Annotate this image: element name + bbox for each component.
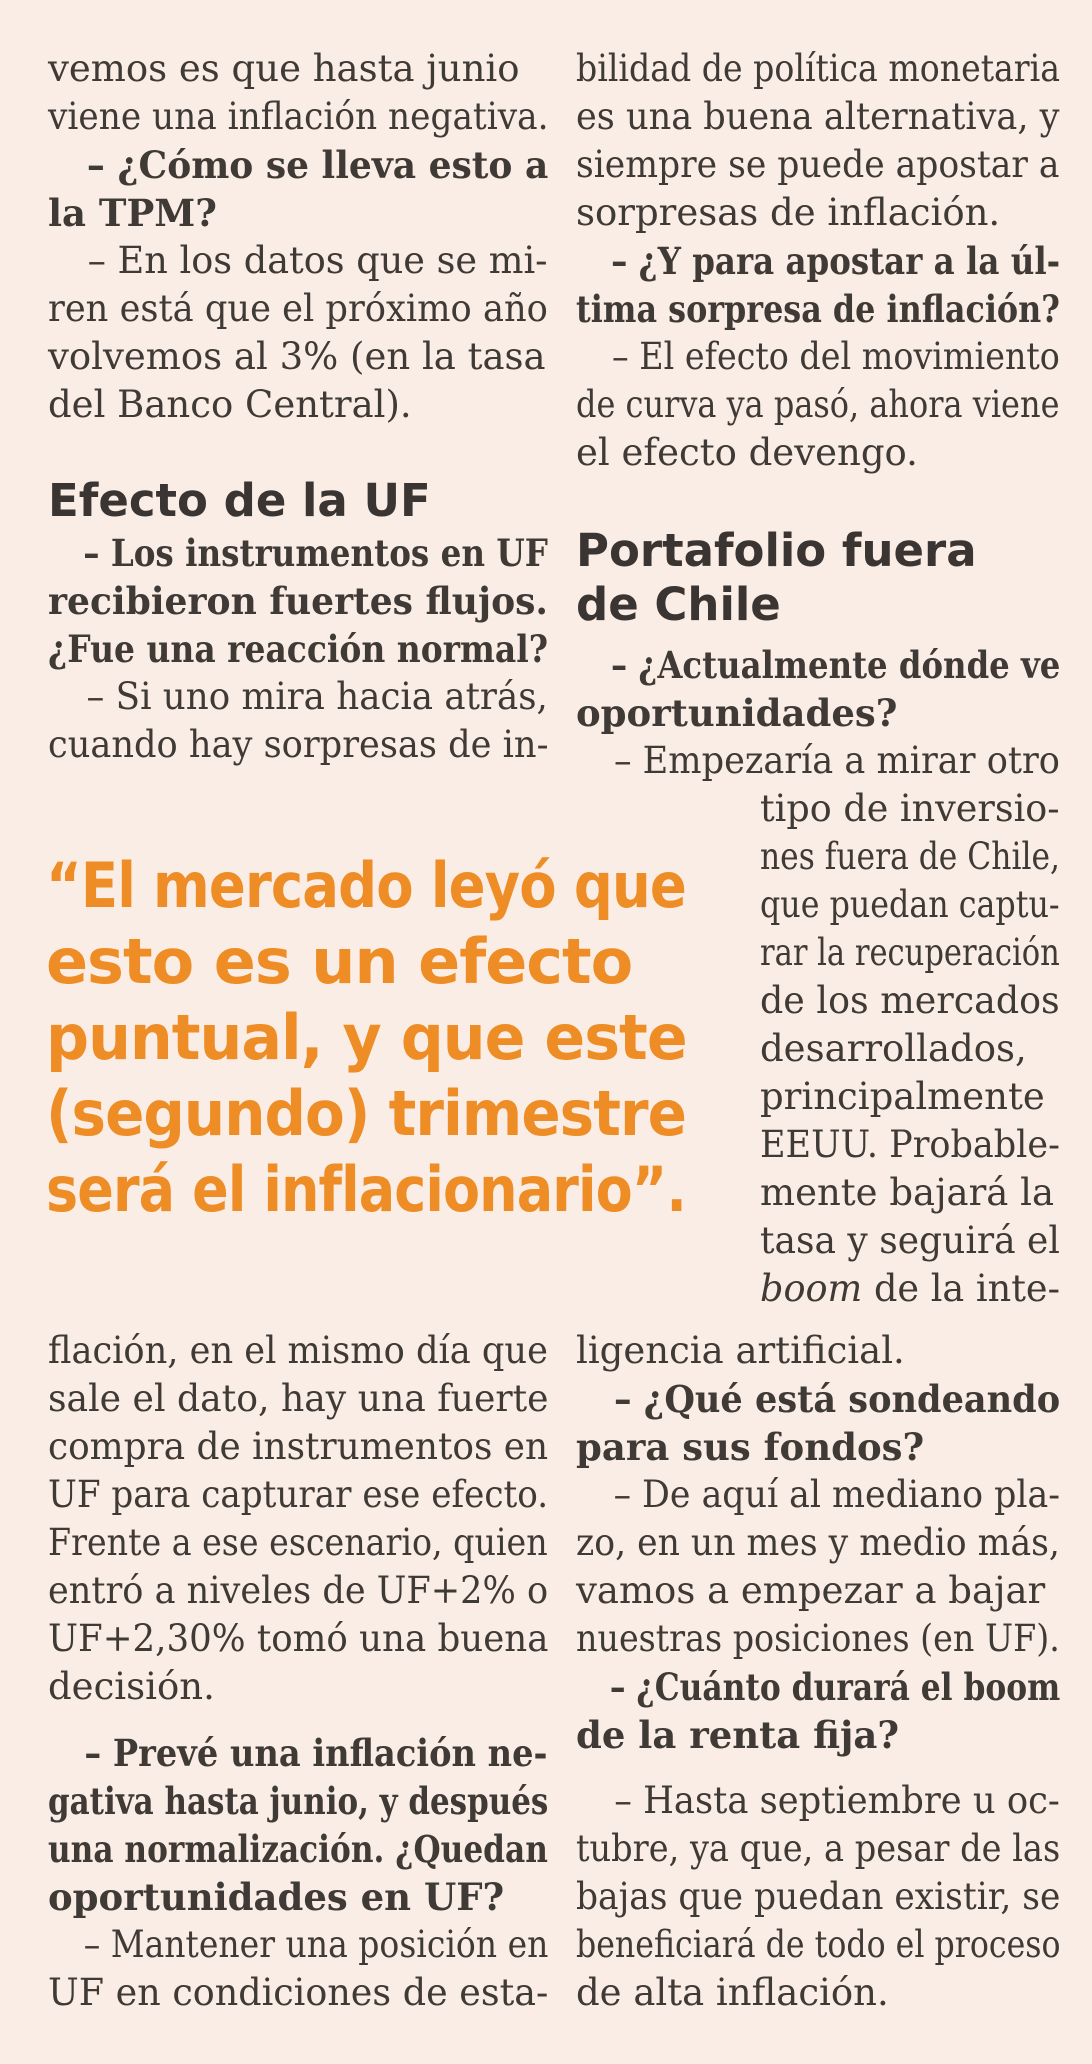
- body-line: UF para capturar ese efecto.: [48, 1473, 549, 1516]
- interview-question: una normalización. ¿Quedan: [48, 1827, 548, 1871]
- body-line: compra de instrumentos en: [48, 1425, 549, 1468]
- pull-quote-line: (segundo) trimestre: [46, 1077, 686, 1150]
- interview-question: ¿Fue una reacción normal?: [48, 627, 548, 671]
- body-line: – En los datos que se mi-: [87, 239, 548, 282]
- body-line: bajas que puedan existir, se: [576, 1875, 1061, 1918]
- body-line: flación, en el mismo día que: [48, 1329, 548, 1372]
- body-line: desarrollados,: [760, 1027, 1027, 1070]
- body-line: decisión.: [48, 1665, 215, 1708]
- interview-question: – Prevé una inflación ne-: [84, 1731, 548, 1775]
- body-line: – Si uno mira hacia atrás,: [86, 675, 548, 718]
- body-line: entró a niveles de UF+2% o: [48, 1569, 549, 1612]
- interview-question: – ¿Cómo se lleva esto a: [86, 143, 549, 187]
- body-line: mente bajará la: [760, 1171, 1055, 1214]
- interview-question: para sus fondos?: [576, 1425, 925, 1469]
- interview-question: oportunidades?: [576, 691, 898, 735]
- body-line: UF+2,30% tomó una buena: [48, 1617, 549, 1660]
- body-text: de la inte-: [862, 1267, 1061, 1310]
- body-line: que puedan captu-: [760, 883, 1060, 926]
- body-line: EEUU. Probable-: [760, 1123, 1060, 1166]
- body-line: de alta inflación.: [576, 1971, 889, 2014]
- body-line: ren está que el próximo año: [48, 287, 548, 330]
- body-line: sale el dato, hay una fuerte: [48, 1377, 549, 1420]
- pull-quote-line: puntual, y que este: [46, 1001, 687, 1074]
- body-line: beneficiará de todo el proceso: [576, 1923, 1061, 1966]
- body-line: rar la recuperación: [760, 931, 1060, 974]
- body-line: viene una inflación negativa.: [48, 95, 549, 138]
- body-line: volvemos al 3% (en la tasa: [48, 335, 546, 378]
- section-heading-portafolio: Portafolio fuera: [576, 524, 977, 577]
- interview-question: tima sorpresa de inflación?: [576, 287, 1060, 331]
- body-line: cuando hay sorpresas de in-: [48, 723, 549, 766]
- body-line: bilidad de política monetaria: [576, 47, 1061, 90]
- body-line: de curva ya pasó, ahora viene: [576, 383, 1060, 426]
- body-line: del Banco Central).: [48, 383, 412, 426]
- interview-question: recibieron fuertes flujos.: [48, 579, 549, 623]
- body-line: vemos es que hasta junio: [48, 47, 520, 90]
- interview-question: – ¿Cuánto durará el boom: [609, 1665, 1061, 1709]
- body-line: es una buena alternativa, y: [576, 95, 1060, 138]
- body-line: – Hasta septiembre u oc-: [614, 1779, 1060, 1822]
- interview-question: la TPM?: [48, 191, 217, 235]
- body-line: zo, en un mes y medio más,: [576, 1521, 1060, 1564]
- body-line: ligencia artificial.: [576, 1329, 905, 1372]
- body-line: – Mantener una posición en: [83, 1923, 549, 1966]
- body-line: [760, 1264, 1060, 1314]
- body-line: tubre, ya que, a pesar de las: [576, 1827, 1061, 1870]
- body-line: el efecto devengo.: [576, 431, 918, 474]
- interview-question: oportunidades en UF?: [48, 1875, 505, 1919]
- pull-quote-line: “El mercado leyó que: [46, 849, 686, 922]
- body-line: nes fuera de Chile,: [760, 835, 1061, 878]
- body-line: tipo de inversio-: [760, 787, 1060, 830]
- body-line: – Empezaría a mirar otro: [613, 739, 1060, 782]
- section-heading-efecto-uf: Efecto de la UF: [48, 474, 431, 527]
- interview-question: de la renta fija?: [576, 1713, 900, 1757]
- pull-quote-line: será el inflacionario”.: [46, 1153, 686, 1226]
- interview-question: – ¿Qué está sondeando: [613, 1377, 1061, 1421]
- interview-question: gativa hasta junio, y después: [48, 1779, 549, 1823]
- body-line: siempre se puede apostar a: [576, 143, 1060, 186]
- interview-question: – ¿Y para apostar a la úl-: [611, 239, 1061, 283]
- body-line: Frente a ese escenario, quien: [48, 1521, 548, 1564]
- body-line: sorpresas de inflación.: [576, 191, 1001, 234]
- section-heading-portafolio: de Chile: [576, 578, 781, 631]
- body-line: – De aquí al mediano pla-: [613, 1473, 1061, 1516]
- body-line: UF en condiciones de esta-: [48, 1971, 549, 2014]
- interview-question: – ¿Actualmente dónde ve: [610, 643, 1061, 687]
- italic-word: boom: [760, 1267, 863, 1310]
- pull-quote-line: esto es un efecto: [46, 925, 633, 998]
- interview-question: – Los instrumentos en UF: [83, 531, 548, 575]
- body-line: tasa y seguirá el: [760, 1219, 1060, 1262]
- body-line: vamos a empezar a bajar: [576, 1569, 1046, 1612]
- body-line: de los mercados: [760, 979, 1060, 1022]
- body-line: – El efecto del movimiento: [612, 335, 1060, 378]
- body-line: principalmente: [760, 1075, 1045, 1118]
- body-line: nuestras posiciones (en UF).: [576, 1617, 1060, 1660]
